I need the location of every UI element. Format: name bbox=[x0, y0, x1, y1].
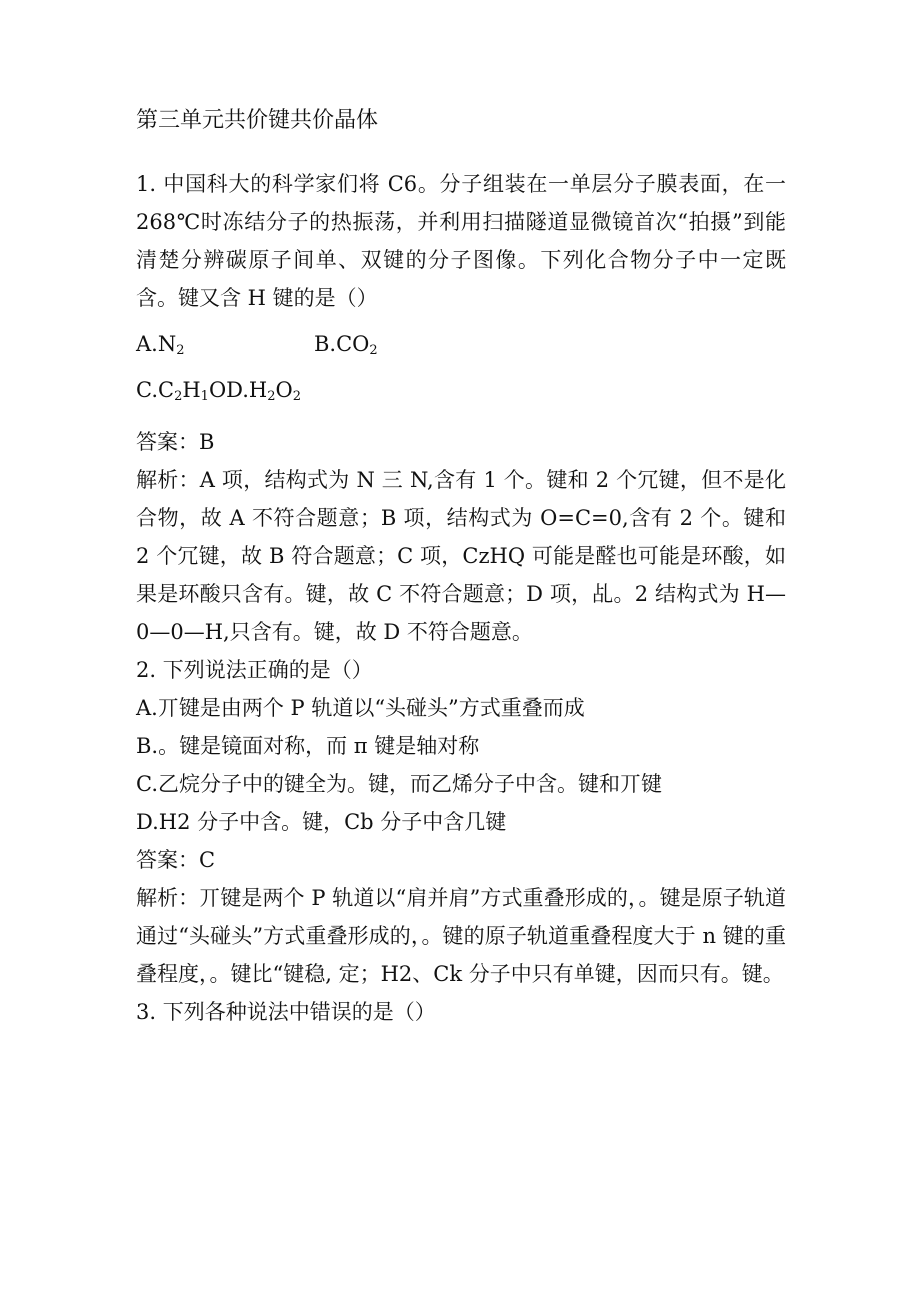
question-2-option-d: D.H2 分子中含。键，Cb 分子中含几键 bbox=[136, 810, 507, 834]
question-2-stem: 2. 下列说法正确的是（） bbox=[136, 658, 373, 682]
question-1-options-ab bbox=[136, 325, 786, 363]
question-2-option-b: B.。键是镜面对称，而 π 键是轴对称 bbox=[136, 734, 480, 758]
question-1-option-cd: $C.C_2H_1OD.H_2O_2$ bbox=[136, 378, 302, 404]
question-1-option-a: $A.N_2$ bbox=[136, 332, 185, 358]
question-1-option-b: $B.CO_2$ bbox=[314, 332, 378, 358]
document-body bbox=[136, 165, 786, 1031]
question-1-analysis: 解析：A 项，结构式为 N 三 N,含有 1 个。键和 2 个冗键，但不是化合物，故 A 不符合题意；B 项，结构式为 O=C=0,含有 2 个。键和 2 个冗键，故 B 符合题意；C 项，CzHQ 可能是醛也可能是环酸，如果是环酸只含有。键，故 C 不符合题意；D 项，乩。2 结构式为 H—0—0—H,只含有。键，故 D 不符合题意。 bbox=[136, 468, 786, 644]
question-2-analysis: 解析：丌键是两个 P 轨道以“肩并肩”方式重叠形成的，。键是原子轨道通过“头碰头”方式重叠形成的，。键的原子轨道重叠程度大于 n 键的重叠程度，。键比“键稳, 定；H2、Ck 分子中只有单键，因而只有。键。 bbox=[136, 886, 786, 986]
question-3-stem: 3. 下列各种说法中错误的是（） bbox=[136, 1000, 436, 1024]
section-title: 第三单元共价键共价晶体 bbox=[136, 108, 379, 133]
question-1-answer: 答案：B bbox=[136, 430, 215, 454]
question-2-option-a: A.丌键是由两个 P 轨道以“头碰头”方式重叠而成 bbox=[136, 696, 585, 720]
question-2-option-c: C.乙烷分子中的键全为。键，而乙烯分子中含。键和丌键 bbox=[136, 772, 662, 796]
question-1-stem: 1. 中国科大的科学家们将 C6。分子组装在一单层分子膜表面，在一268℃时冻结分子的热振荡，并利用扫描隧道显微镜首次“拍摄”到能清楚分辨碳原子间单、双键的分子图像。下列化合物分子中一定既含。键又含 H 键的是（） bbox=[136, 172, 786, 310]
question-2-answer: 答案：C bbox=[136, 848, 216, 872]
